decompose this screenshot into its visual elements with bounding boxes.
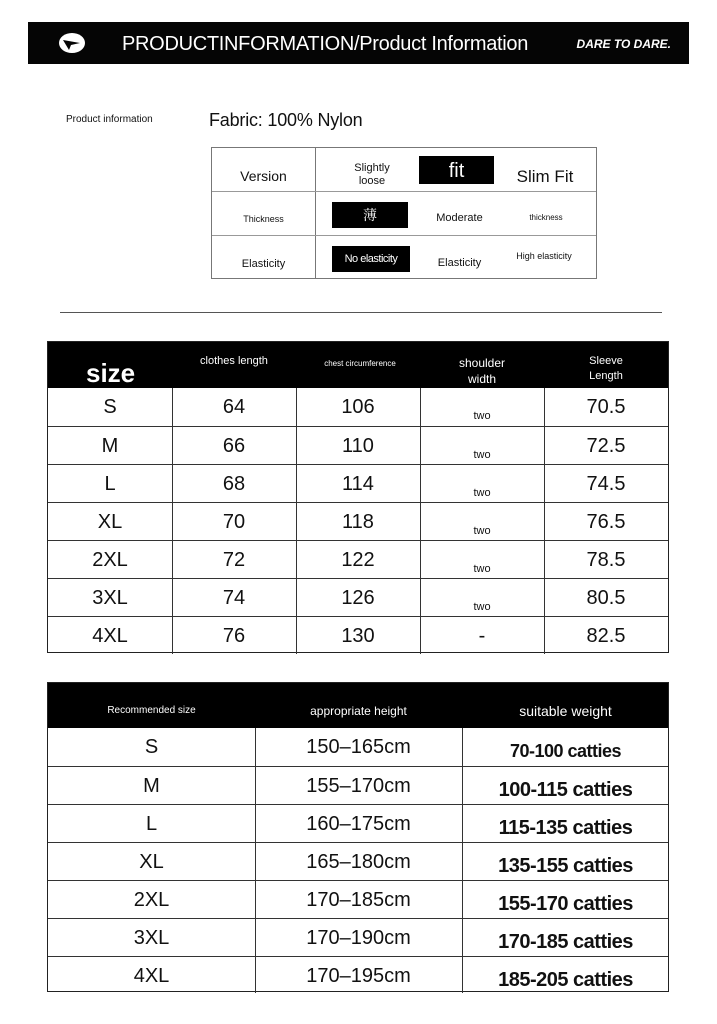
cell-length: 72 [222,549,246,571]
cell-length: 66 [222,435,246,457]
cell-size: 4XL [92,625,128,647]
cell-shoulder: two [473,410,491,422]
attribute-option: High elasticity [516,251,572,261]
cell-sleeve: 80.5 [586,587,626,609]
cell-height: 160–175cm [306,813,411,835]
table-row [48,918,668,956]
table-row [48,540,668,578]
cell-size: M [143,775,160,797]
table-row [48,804,668,842]
fabric-text: Fabric: 100% Nylon [209,110,363,130]
table-row [48,502,668,540]
cell-chest: 130 [341,625,375,647]
cell-chest: 126 [341,587,375,609]
table-row [48,766,668,804]
cell-size: S [103,396,117,418]
cell-shoulder: two [473,525,491,537]
cell-height: 170–185cm [306,889,411,911]
header-shoulder-width: shoulder width [458,356,506,386]
table-row [48,578,668,616]
cell-size: 3XL [133,927,170,949]
table-row [48,842,668,880]
header-chest-circumference: chest circumference [324,359,396,368]
cell-weight: 100-115 catties [498,779,633,801]
cell-shoulder: two [473,487,491,499]
cell-weight: 185-205 catties [498,969,633,991]
attribute-option-selected: 薄 [332,202,408,228]
cell-size: 2XL [92,549,128,571]
cell-height: 170–190cm [306,927,411,949]
cell-height: 150–165cm [306,736,411,758]
cell-shoulder: two [473,563,491,575]
attribute-row-version [212,148,596,192]
size-chart-table [47,341,669,653]
table-row [48,880,668,918]
cell-size: 4XL [133,965,170,987]
attribute-option: thickness [529,213,563,222]
cell-shoulder: two [473,601,491,613]
cell-sleeve: 72.5 [586,435,626,457]
table-row [48,464,668,502]
table-row [48,616,668,654]
cell-size: 2XL [133,889,170,911]
cell-sleeve: 70.5 [586,396,626,418]
cell-size: XL [97,511,123,533]
cell-chest: 118 [342,511,374,533]
banner-title: PRODUCTINFORMATION/Product Information [122,33,529,55]
cell-shoulder: two [473,449,491,461]
cell-size: S [144,736,159,758]
size-chart-header [48,342,668,388]
cell-length: 76 [222,625,246,647]
cell-sleeve: 74.5 [586,473,626,495]
table-row [48,388,668,426]
cell-sleeve: 76.5 [586,511,626,533]
header-recommended-size: Recommended size [107,705,196,716]
attribute-name: Thickness [243,214,284,224]
cell-height: 165–180cm [306,851,411,873]
attribute-option: Slim Fit [516,167,574,186]
cell-size: M [101,435,119,457]
attribute-option: Slightly loose [354,162,390,187]
cell-chest: 122 [341,549,375,571]
cell-chest: 106 [341,396,375,418]
cell-chest: 114 [342,473,374,495]
cell-weight: 70-100 catties [509,741,622,761]
table-row [48,728,668,766]
cell-weight: 155-170 catties [498,893,633,915]
product-info-label: Product information [66,114,153,125]
attribute-name: Elasticity [241,258,286,270]
cell-weight: 135-155 catties [498,855,633,877]
header-size: size [86,358,136,388]
cell-chest: 110 [342,435,374,457]
brand-logo-icon [58,32,86,54]
attribute-row-thickness [212,192,596,236]
cell-weight: 115-135 catties [498,817,633,839]
cell-size: L [104,473,116,495]
cell-length: 74 [222,587,246,609]
attribute-option: Elasticity [437,257,482,269]
cell-length: 64 [222,396,246,418]
table-row [48,956,668,994]
cell-length: 68 [222,473,246,495]
header-clothes-length: clothes length [200,355,268,367]
header-appropriate-height: appropriate height [310,704,407,718]
attribute-option-selected: No elasticity [332,246,410,272]
attribute-name: Version [240,168,287,184]
header-suitable-weight: suitable weight [519,703,612,719]
cell-size: XL [139,851,164,873]
recommended-size-header [48,683,668,728]
header-sleeve-length: Sleeve Length [589,355,623,382]
cell-sleeve: 78.5 [586,549,626,571]
attribute-option-selected: fit [419,156,494,184]
cell-size: 3XL [92,587,128,609]
product-attributes-table [211,147,597,279]
cell-height: 155–170cm [306,775,411,797]
cell-length: 70 [222,511,246,533]
banner-tagline: DARE TO DARE. [576,37,671,51]
cell-height: 170–195cm [306,965,411,987]
cell-shoulder: - [478,625,486,647]
attribute-row-elasticity [212,236,596,280]
section-divider [60,312,662,313]
header-banner [28,22,689,64]
table-row [48,426,668,464]
cell-size: L [145,813,158,835]
cell-weight: 170-185 catties [498,931,633,953]
attribute-option: Moderate [436,212,483,224]
recommended-size-table [47,682,669,992]
cell-sleeve: 82.5 [586,625,626,647]
